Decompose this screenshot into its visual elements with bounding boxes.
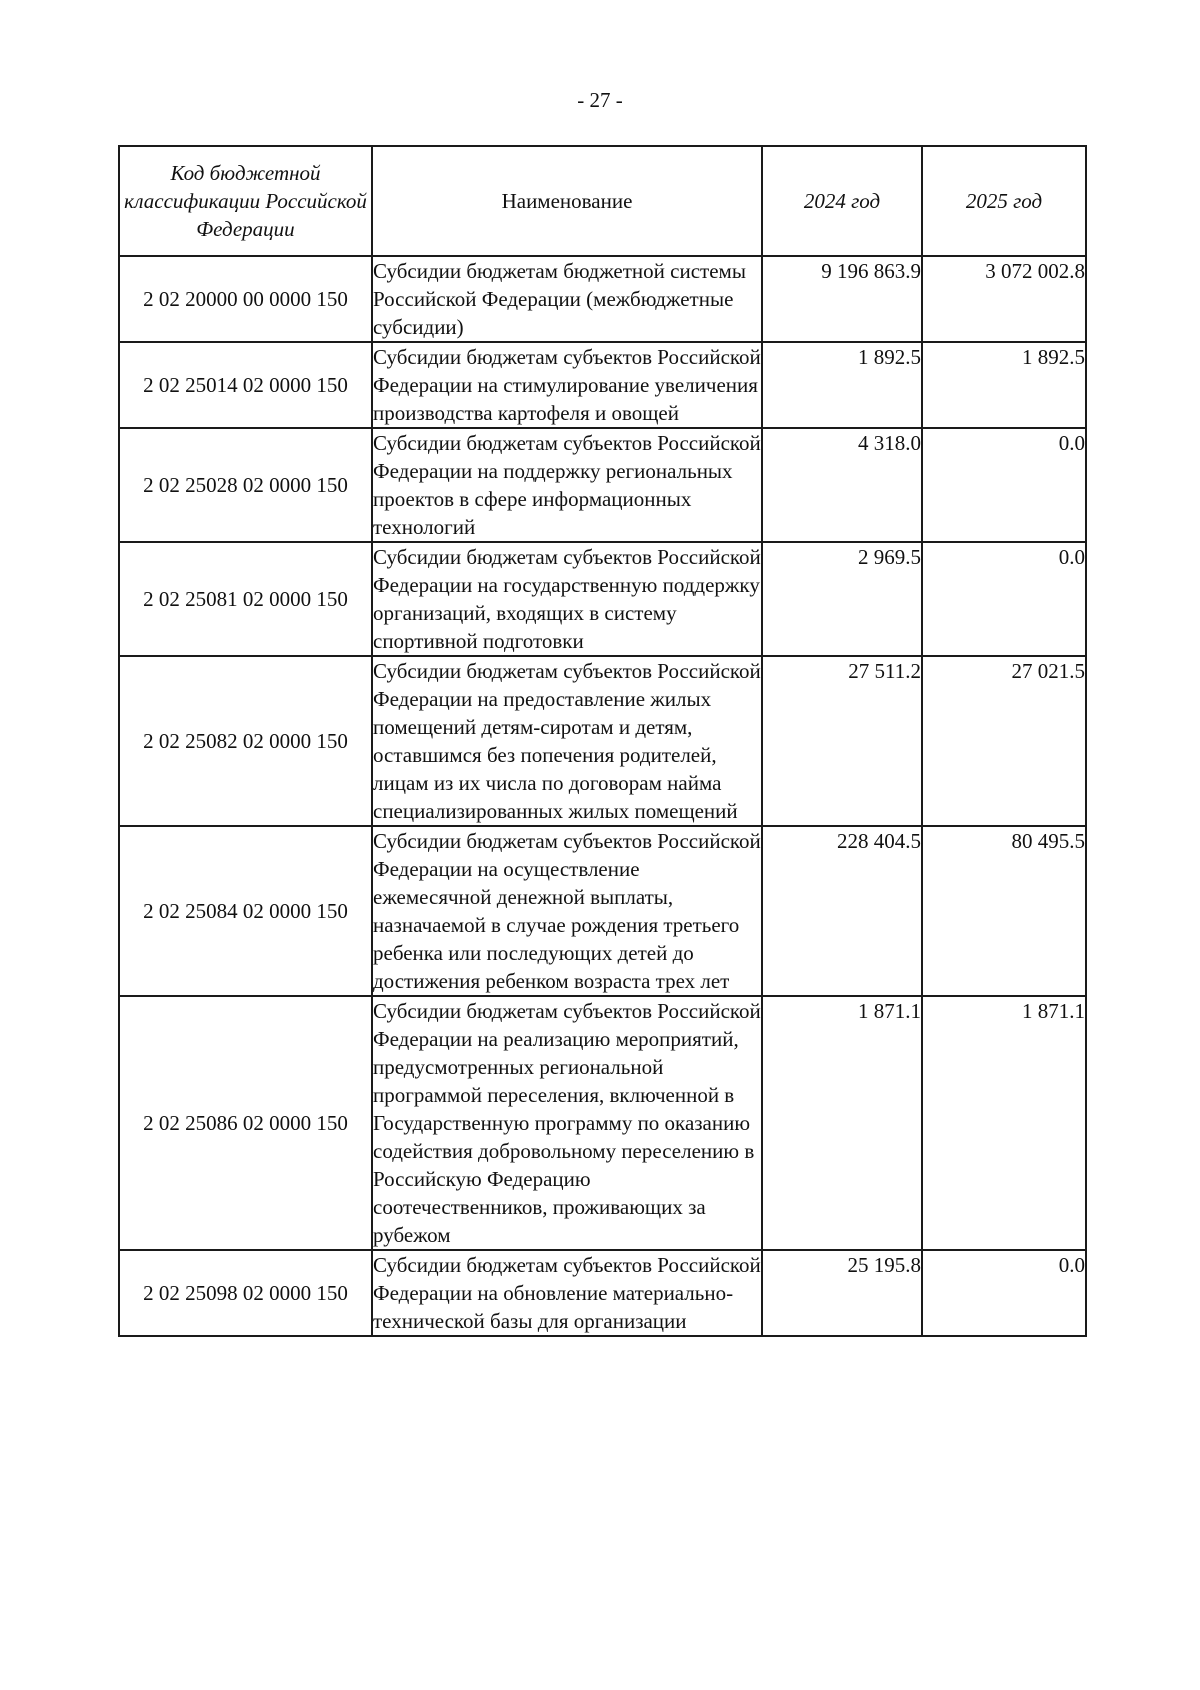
header-code: Код бюджетной классификации Российской Федерации <box>119 146 372 256</box>
row-value-2025: 1 892.5 <box>922 342 1086 428</box>
row-value-2025: 0.0 <box>922 1250 1086 1336</box>
table-row <box>119 1250 1086 1336</box>
row-value-2024: 4 318.0 <box>762 428 922 542</box>
budget-table <box>118 145 1087 1337</box>
table-header <box>119 146 1086 256</box>
row-value-2025: 0.0 <box>922 542 1086 656</box>
row-value-2024: 25 195.8 <box>762 1250 922 1336</box>
table-row <box>119 342 1086 428</box>
row-name: Субсидии бюджетам бюджетной системы Российской Федерации (межбюджетные субсидии) <box>372 256 762 342</box>
table-row <box>119 428 1086 542</box>
row-name: Субсидии бюджетам субъектов Российской Федерации на поддержку региональных проектов в сфере информационных технологий <box>372 428 762 542</box>
row-value-2024: 1 871.1 <box>762 996 922 1250</box>
row-value-2025: 80 495.5 <box>922 826 1086 996</box>
row-name: Субсидии бюджетам субъектов Российской Федерации на реализацию мероприятий, предусмотренных региональной программой переселения, включенной в Государственную программу по оказанию содействия добровольному переселению в Российскую Федерацию соотечественников, проживающих за рубежом <box>372 996 762 1250</box>
row-code: 2 02 20000 00 0000 150 <box>119 256 372 342</box>
row-value-2025: 3 072 002.8 <box>922 256 1086 342</box>
table-row <box>119 656 1086 826</box>
row-name: Субсидии бюджетам субъектов Российской Федерации на обновление материально-технической базы для организации <box>372 1250 762 1336</box>
page-number: - 27 - <box>577 88 623 112</box>
table-body <box>119 256 1086 1336</box>
row-code: 2 02 25082 02 0000 150 <box>119 656 372 826</box>
header-2024: 2024 год <box>762 146 922 256</box>
row-value-2024: 2 969.5 <box>762 542 922 656</box>
row-code: 2 02 25028 02 0000 150 <box>119 428 372 542</box>
row-value-2025: 0.0 <box>922 428 1086 542</box>
row-name: Субсидии бюджетам субъектов Российской Федерации на предоставление жилых помещений детям-сиротам и детям, оставшимся без попечения родителей, лицам из их числа по договорам найма специализированных жилых помещений <box>372 656 762 826</box>
table-row <box>119 996 1086 1250</box>
row-code: 2 02 25084 02 0000 150 <box>119 826 372 996</box>
row-value-2025: 27 021.5 <box>922 656 1086 826</box>
row-name: Субсидии бюджетам субъектов Российской Федерации на осуществление ежемесячной денежной выплаты, назначаемой в случае рождения третьего ребенка или последующих детей до достижения ребенком возраста трех лет <box>372 826 762 996</box>
row-code: 2 02 25098 02 0000 150 <box>119 1250 372 1336</box>
header-row <box>119 146 1086 256</box>
row-name: Субсидии бюджетам субъектов Российской Федерации на государственную поддержку организаций, входящих в систему спортивной подготовки <box>372 542 762 656</box>
row-value-2025: 1 871.1 <box>922 996 1086 1250</box>
header-name: Наименование <box>372 146 762 256</box>
row-code: 2 02 25014 02 0000 150 <box>119 342 372 428</box>
row-value-2024: 9 196 863.9 <box>762 256 922 342</box>
row-value-2024: 27 511.2 <box>762 656 922 826</box>
row-name: Субсидии бюджетам субъектов Российской Федерации на стимулирование увеличения производства картофеля и овощей <box>372 342 762 428</box>
table-row <box>119 542 1086 656</box>
row-code: 2 02 25081 02 0000 150 <box>119 542 372 656</box>
row-value-2024: 228 404.5 <box>762 826 922 996</box>
table-row <box>119 826 1086 996</box>
header-2025: 2025 год <box>922 146 1086 256</box>
row-value-2024: 1 892.5 <box>762 342 922 428</box>
table-row <box>119 256 1086 342</box>
row-code: 2 02 25086 02 0000 150 <box>119 996 372 1250</box>
